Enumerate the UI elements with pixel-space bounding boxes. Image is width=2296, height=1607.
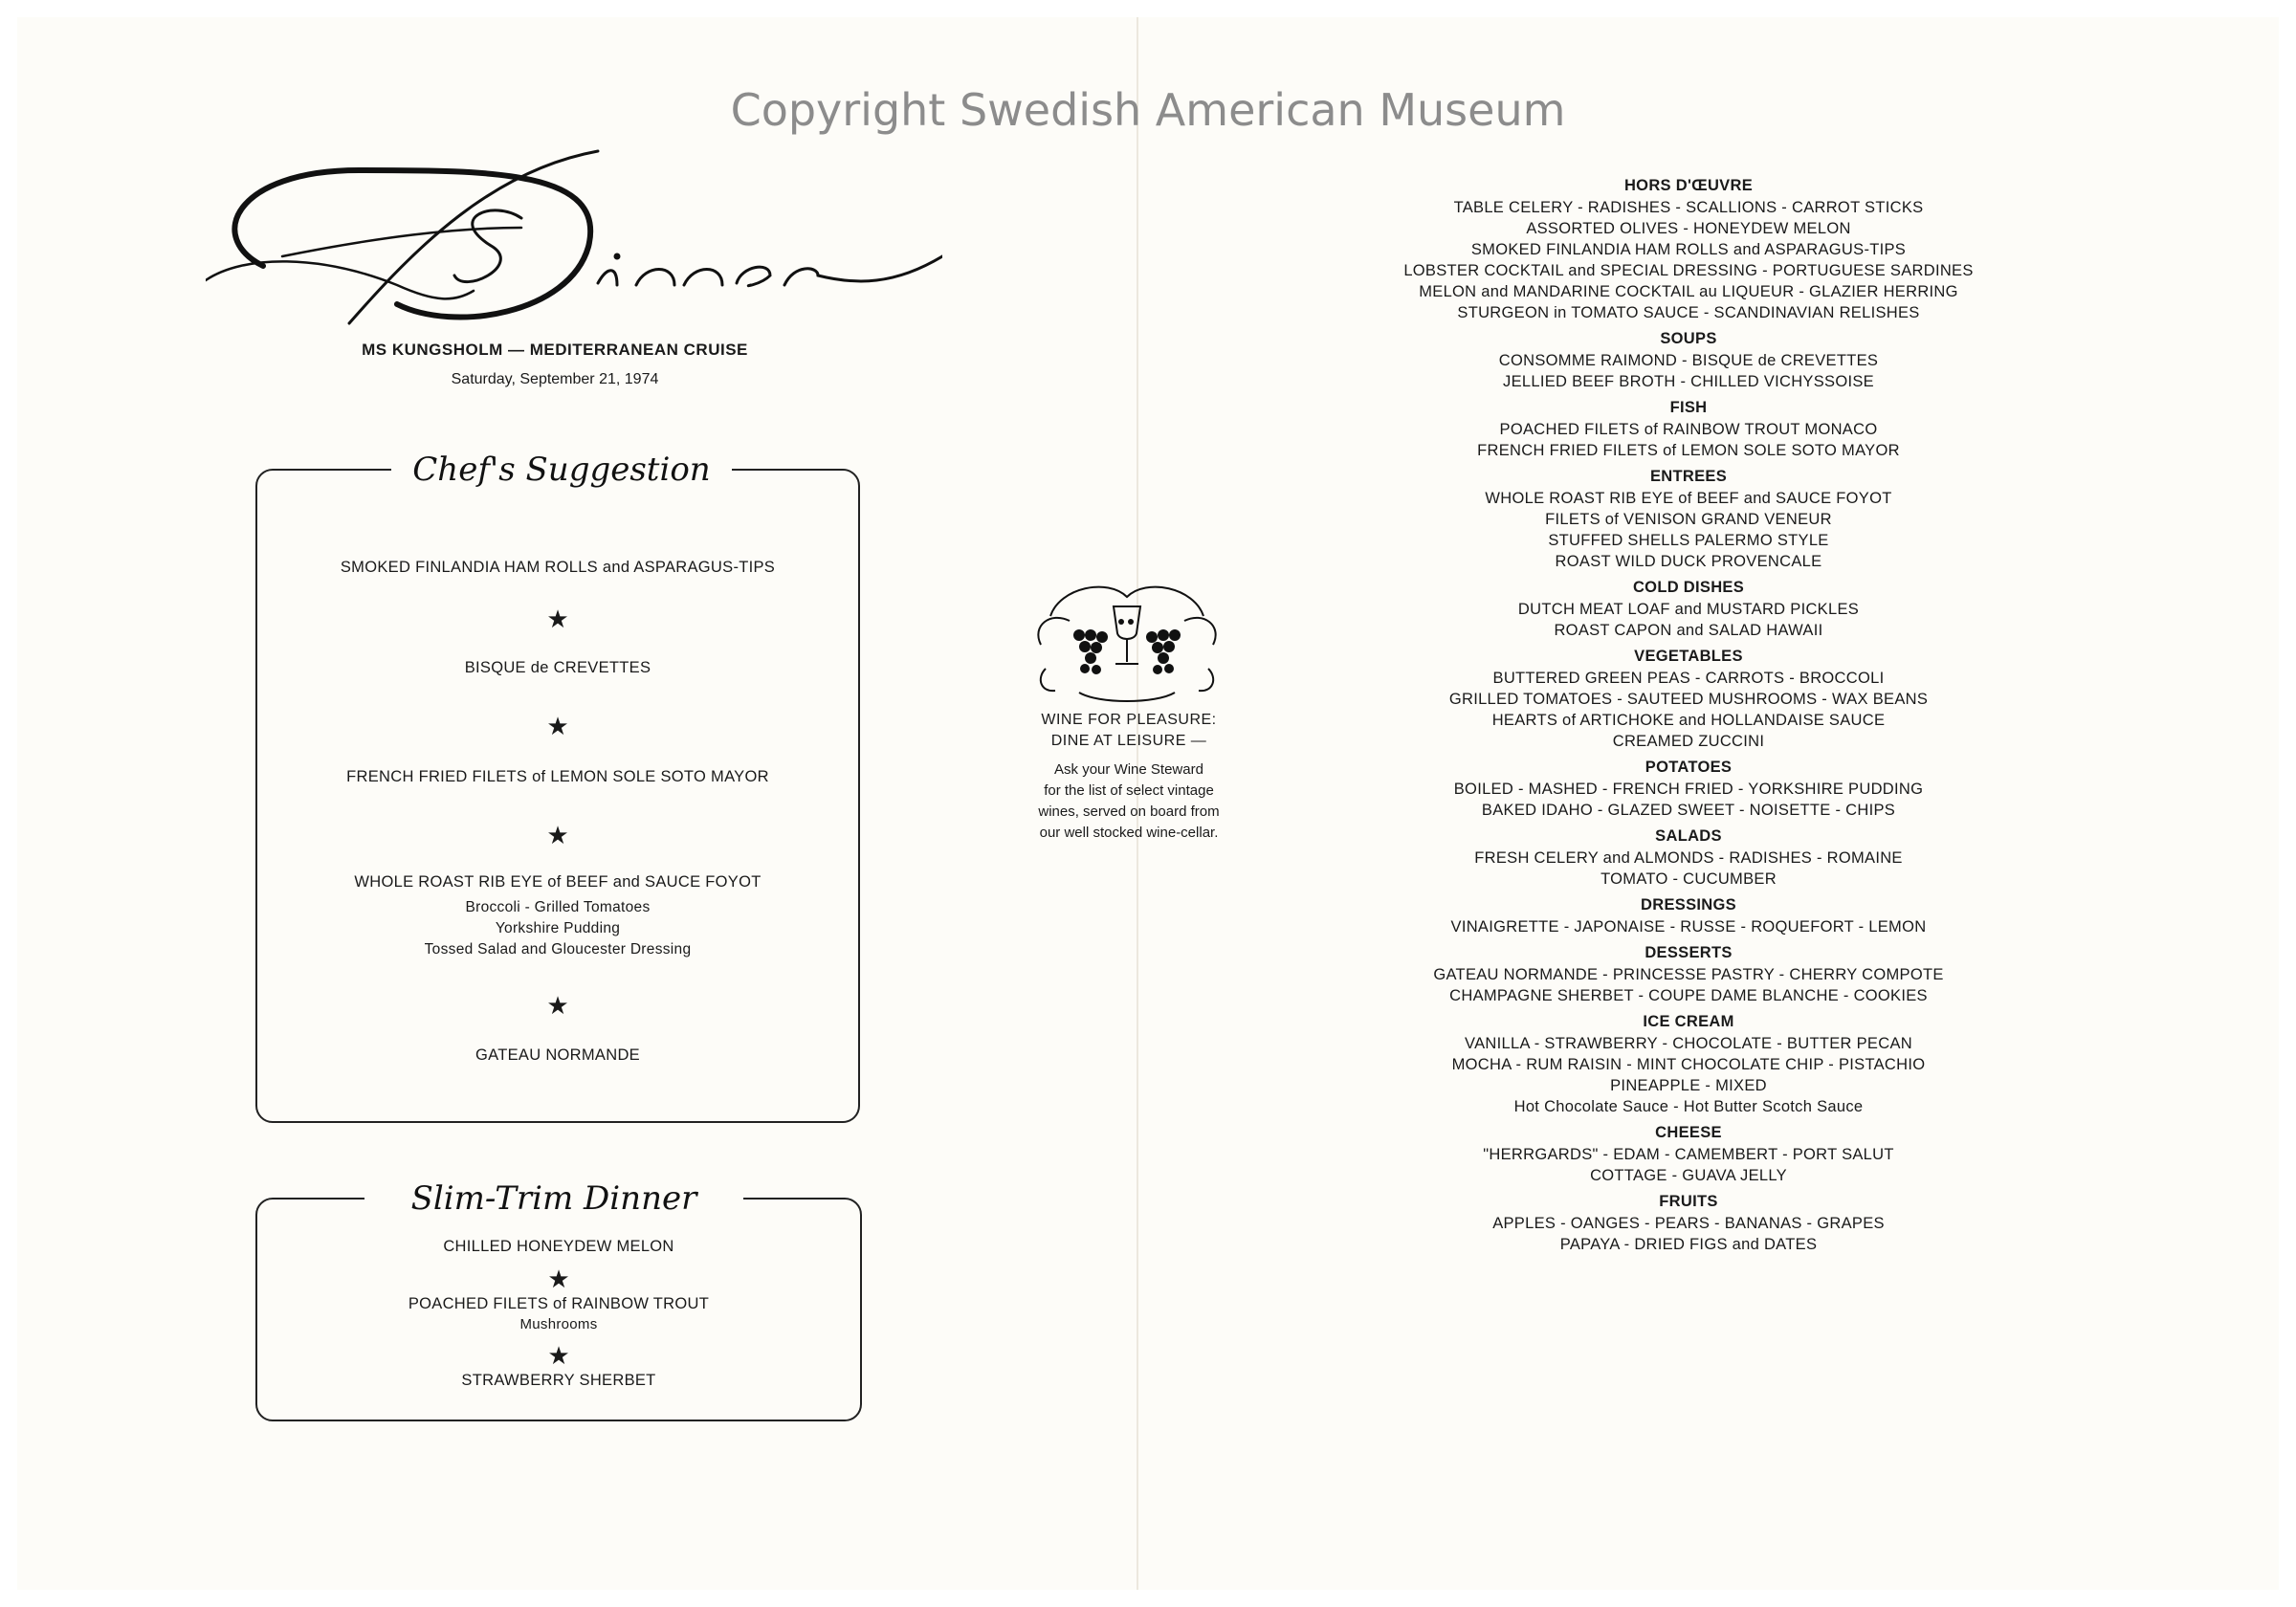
wine-heading-2: DINE AT LEISURE — (1050, 733, 1207, 749)
menu-item-line: COTTAGE - GUAVA JELLY (1590, 1167, 1787, 1184)
menu-item-line: STUFFED SHELLS PALERMO STYLE (1548, 532, 1829, 549)
slim-course-2: POACHED FILETS of RAINBOW TROUT (408, 1295, 710, 1312)
menu-item-line: FRENCH FRIED FILETS of LEMON SOLE SOTO MAYOR (1477, 442, 1900, 459)
menu-item-line: BOILED - MASHED - FRENCH FRIED - YORKSHIRE PUDDING (1453, 781, 1924, 798)
menu-item-line: LOBSTER COCKTAIL and SPECIAL DRESSING - PORTUGUESE SARDINES (1403, 262, 1974, 279)
menu-item-line: "HERRGARDS" - EDAM - CAMEMBERT - PORT SALUT (1483, 1146, 1894, 1163)
menu-item-line: FRESH CELERY and ALMONDS - RADISHES - ROMAINE (1474, 849, 1903, 867)
menu-item-line: TOMATO - CUCUMBER (1601, 870, 1777, 888)
menu-item-line: TABLE CELERY - RADISHES - SCALLIONS - CARROT STICKS (1453, 199, 1924, 216)
section-title: CHEESE (1655, 1124, 1722, 1141)
chefs-suggestion-title (391, 440, 732, 497)
menu-item-line: ROAST WILD DUCK PROVENCALE (1555, 553, 1822, 570)
wine-text-1: Ask your Wine Steward (1054, 761, 1203, 778)
menu-item-line: VINAIGRETTE - JAPONAISE - RUSSE - ROQUEFORT - LEMON (1450, 918, 1927, 936)
star-icon: ★ (546, 821, 569, 849)
star-icon: ★ (546, 605, 569, 633)
chef-course-2: BISQUE de CREVETTES (464, 659, 651, 676)
menu-item-line: CONSOMME RAIMOND - BISQUE de CREVETTES (1498, 352, 1879, 369)
menu-item-line: STURGEON in TOMATO SAUCE - SCANDINAVIAN RELISHES (1457, 304, 1920, 321)
menu-item-line: ROAST CAPON and SALAD HAWAII (1554, 622, 1823, 639)
chef-course-5: GATEAU NORMANDE (475, 1046, 640, 1064)
chef-course-3: FRENCH FRIED FILETS of LEMON SOLE SOTO MAYOR (346, 768, 769, 785)
menu-item-line: MOCHA - RUM RAISIN - MINT CHOCOLATE CHIP - PISTACHIO (1451, 1056, 1926, 1073)
menu-item-line: BAKED IDAHO - GLAZED SWEET - NOISETTE - CHIPS (1481, 802, 1896, 819)
section-title: POTATOES (1645, 759, 1733, 776)
wine-text-2: for the list of select vintage (1044, 782, 1214, 799)
section-title: HORS D'ŒUVRE (1623, 177, 1754, 194)
wine-text-4: our well stocked wine-cellar. (1039, 825, 1219, 841)
slim-trim-box (255, 1179, 862, 1421)
menu-date: Saturday, September 21, 1974 (451, 371, 659, 387)
menu-item-line: GRILLED TOMATOES - SAUTEED MUSHROOMS - WAX BEANS (1448, 691, 1929, 708)
a-la-carte-menu (1306, 174, 2071, 1255)
copyright-watermark: Copyright Swedish American Museum (730, 84, 1566, 136)
slim-course-3: STRAWBERRY SHERBET (461, 1372, 656, 1389)
menu-item-line: HEARTS of ARTICHOKE and HOLLANDAISE SAUCE (1491, 712, 1886, 729)
star-icon: ★ (547, 1341, 570, 1370)
chef-side-1: Broccoli - Grilled Tomatoes (465, 899, 651, 915)
section-title: FRUITS (1659, 1193, 1718, 1210)
section-title: SALADS (1655, 827, 1722, 845)
menu-item-line: GATEAU NORMANDE - PRINCESSE PASTRY - CHERRY COMPOTE (1433, 966, 1944, 983)
section-title: VEGETABLES (1634, 648, 1743, 665)
menu-item-line: PAPAYA - DRIED FIGS and DATES (1559, 1236, 1818, 1253)
section-title: SOUPS (1660, 330, 1717, 347)
star-icon: ★ (546, 712, 569, 740)
menu-item-line: BUTTERED GREEN PEAS - CARROTS - BROCCOLI (1492, 670, 1885, 687)
chef-course-4: WHOLE ROAST RIB EYE of BEEF and SAUCE FOYOT (354, 873, 762, 891)
menu-item-line: Hot Chocolate Sauce - Hot Butter Scotch Sauce (1513, 1098, 1864, 1115)
wine-text-3: wines, served on board from (1038, 804, 1220, 820)
slim-course-1: CHILLED HONEYDEW MELON (443, 1238, 674, 1255)
chef-side-3: Tossed Salad and Gloucester Dressing (424, 941, 692, 958)
section-title: DESSERTS (1645, 944, 1733, 961)
star-icon: ★ (546, 991, 569, 1020)
menu-item-line: VANILLA - STRAWBERRY - CHOCOLATE - BUTTER PECAN (1465, 1035, 1912, 1052)
menu-item-line: DUTCH MEAT LOAF and MUSTARD PICKLES (1517, 601, 1860, 618)
section-title: DRESSINGS (1641, 896, 1736, 914)
svg-text:Chef's Suggestion: Chef's Suggestion (412, 451, 711, 489)
svg-text:Slim-Trim Dinner: Slim-Trim Dinner (410, 1179, 697, 1218)
menu-item-line: JELLIED BEEF BROTH - CHILLED VICHYSSOISE (1503, 373, 1874, 390)
star-icon: ★ (547, 1265, 570, 1293)
menu-item-line: ASSORTED OLIVES - HONEYDEW MELON (1526, 220, 1851, 237)
chef-course-1: SMOKED FINLANDIA HAM ROLLS and ASPARAGUS-TIPS (340, 559, 776, 576)
menu-item-line: PINEAPPLE - MIXED (1610, 1077, 1767, 1094)
menu-item-line: CHAMPAGNE SHERBET - COUPE DAME BLANCHE - COOKIES (1449, 987, 1928, 1004)
slim-trim-title (364, 1169, 743, 1226)
section-title: COLD DISHES (1632, 579, 1745, 596)
menu-item-line: APPLES - OANGES - PEARS - BANANAS - GRAPES (1492, 1215, 1885, 1232)
menu-item-line: FILETS of VENISON GRAND VENEUR (1545, 511, 1832, 528)
menu-item-line: MELON and MANDARINE COCKTAIL au LIQUEUR - GLAZIER HERRING (1419, 283, 1958, 300)
wine-heading-1: WINE FOR PLEASURE: (1041, 712, 1217, 728)
chefs-suggestion-box (255, 451, 860, 1123)
menu-item-line: POACHED FILETS of RAINBOW TROUT MONACO (1499, 421, 1878, 438)
menu-item-line: CREAMED ZUCCINI (1612, 733, 1765, 750)
section-title: ENTREES (1649, 468, 1728, 485)
ship-name: MS KUNGSHOLM — MEDITERRANEAN CRUISE (362, 341, 748, 359)
slim-course-note: Mushrooms (519, 1316, 598, 1332)
chef-side-2: Yorkshire Pudding (495, 920, 621, 936)
dinner-script-title (206, 142, 942, 333)
wine-grapes-illustration (1022, 578, 1230, 704)
section-title: FISH (1669, 399, 1708, 416)
section-title: ICE CREAM (1643, 1013, 1734, 1030)
menu-item-line: WHOLE ROAST RIB EYE of BEEF and SAUCE FOYOT (1485, 490, 1892, 507)
menu-item-line: SMOKED FINLANDIA HAM ROLLS and ASPARAGUS-TIPS (1470, 241, 1907, 258)
